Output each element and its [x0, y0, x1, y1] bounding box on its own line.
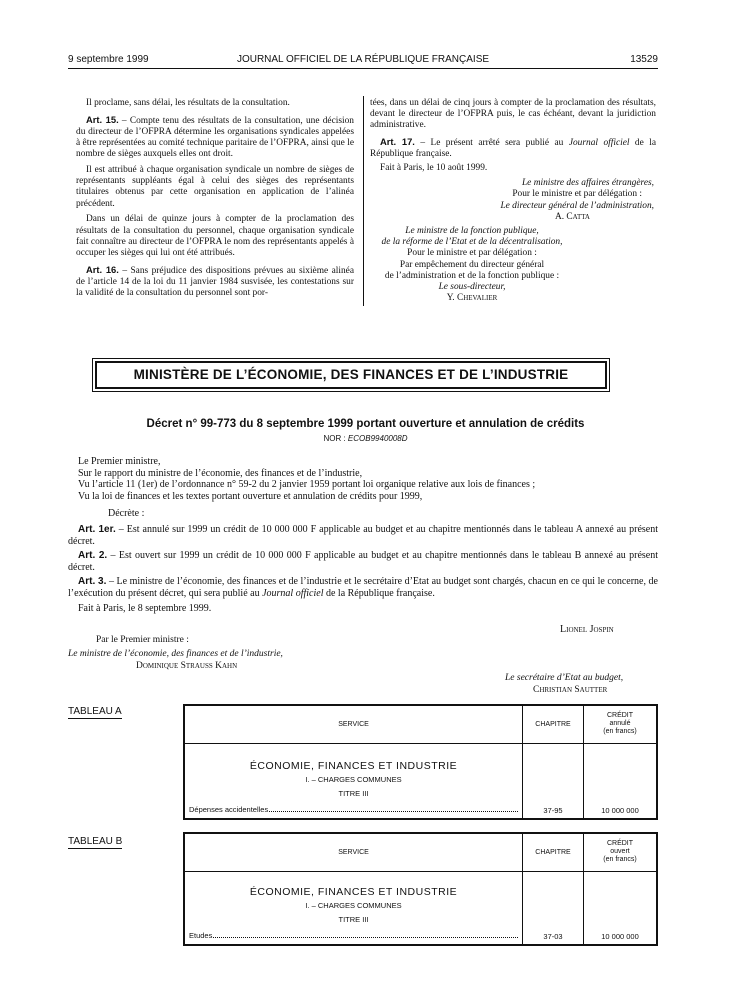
right-column	[370, 98, 656, 304]
signature-name: Y. Chevalier	[446, 293, 498, 304]
subsection-title: I. – CHARGES COMMUNES	[305, 900, 402, 910]
signature-title: de la réforme de l’Etat et de la décentralisation,	[381, 237, 563, 248]
header-date: 9 septembre 1999	[68, 54, 149, 65]
visa-line: Le Premier ministre,	[78, 456, 161, 467]
table-row	[184, 871, 657, 945]
fait-a-paris: Fait à Paris, le 10 août 1999.	[380, 162, 488, 173]
left-paragraph: Il est attribué à chaque organisation syndicale un nombre de sièges de représentants suppléants égal à celui des sièges des représentants titulaires obtenus par cette organisation en application de l’alinéa précédent.	[76, 165, 354, 209]
titre-label: TITRE III	[338, 914, 369, 924]
decrete: Décrète :	[108, 508, 145, 520]
col-credit: CRÉDIT ouvert (en francs)	[584, 833, 658, 871]
credit-cell: 10 000 000	[584, 743, 658, 819]
chapitre-cell: 37-95	[523, 743, 584, 819]
header-rule	[68, 68, 658, 69]
pm-signature-name: Lionel Jospin	[560, 624, 614, 635]
signature-name: A. Catta	[554, 211, 590, 222]
article-3: Art. 3. – Le ministre de l’économie, des finances et de l’industrie et le secrétaire d’Etat au budget sont chargés, chacun en ce qui le concerne, de l’exécution du présent décret, qui sera publié au Journal officiel de la République française.	[68, 576, 658, 599]
col-chapitre: CHAPITRE	[523, 833, 584, 871]
signature-delegation: Pour le ministre et par délégation :	[512, 189, 642, 200]
minister-name: Dominique Strauss Kahn	[136, 661, 238, 671]
par-premier-ministre: Par le Premier ministre :	[96, 635, 189, 645]
article-label: Art. 3.	[78, 576, 107, 588]
chapitre-cell: 37-03	[523, 871, 584, 945]
header-page-number: 13529	[630, 54, 658, 65]
signature-delegation: Par empêchement du directeur général	[399, 259, 545, 270]
article-15: Art. 15. – Compte tenu des résultats de la consultation, une décision du directeur de l’OFPRA détermine les organisations syndicales appelées à être représentées au comité technique paritaire de l’OFPRA, ainsi que le nombre de sièges auxquels elles ont droit.	[76, 113, 354, 160]
article-label: Art. 1er.	[78, 523, 116, 535]
col-service: SERVICE	[184, 705, 523, 743]
signature-title: Le ministre des affaires étrangères,	[521, 178, 654, 189]
section-title: ÉCONOMIE, FINANCES ET INDUSTRIE	[249, 759, 458, 772]
ministry-banner: MINISTÈRE DE L’ÉCONOMIE, DES FINANCES ET DE L’INDUSTRIE	[95, 361, 607, 389]
minister-title: Le ministre de l’économie, des finances et de l’industrie,	[68, 649, 283, 659]
visa-line: Vu la loi de finances et les textes portant ouverture et annulation de crédits pour 1999,	[78, 490, 423, 502]
secretary-title: Le secrétaire d’Etat au budget,	[505, 673, 624, 683]
col-service: SERVICE	[184, 833, 523, 871]
nor-code: ECOB9940008D	[347, 434, 408, 443]
left-column	[76, 98, 354, 304]
subsection-title: I. – CHARGES COMMUNES	[305, 774, 402, 784]
line-item	[189, 931, 518, 940]
line-item	[189, 805, 518, 814]
signature-title: Le sous-directeur,	[438, 282, 506, 293]
line-item-label: Dépenses accidentelles	[189, 805, 269, 814]
col-credit: CRÉDIT annulé (en francs)	[584, 705, 658, 743]
table-header-row	[184, 833, 657, 871]
visa-line: Sur le rapport du ministre de l’économie, des finances et de l’industrie,	[78, 467, 363, 479]
signature-title: Le ministre de la fonction publique,	[405, 226, 539, 237]
tableau-a-label: TABLEAU A	[68, 706, 122, 717]
fait-a-paris: Fait à Paris, le 8 septembre 1999.	[78, 602, 212, 614]
column-divider	[363, 96, 364, 306]
tableau-a	[183, 704, 658, 820]
article-17: Art. 17. – Le présent arrêté sera publié au Journal officiel de la République française.	[370, 136, 656, 160]
tableau-b-label: TABLEAU B	[68, 836, 123, 847]
table-row	[184, 743, 657, 819]
article-16: Art. 16. – Sans préjudice des dispositions prévues au sixième alinéa de l’article 14 de la loi du 11 janvier 1984 susvisée, les contestations sur la validité de la consultation du personnel sont por-	[76, 263, 354, 299]
article-label: Art. 16.	[86, 263, 119, 275]
decree-title: Décret n° 99-773 du 8 septembre 1999 portant ouverture et annulation de crédits	[146, 418, 585, 430]
dot-leader	[213, 937, 518, 938]
left-paragraph: Dans un délai de quinze jours à compter de la proclamation des résultats de la consultation du personnel, chaque organisation syndicale fait connaître au directeur de l’OFPRA le nom des représentants appelés à occuper les sièges qui lui ont été attribués.	[76, 214, 354, 258]
article-label: Art. 15.	[86, 113, 119, 125]
signature-title: Le directeur général de l’administration,	[500, 200, 654, 211]
article-label: Art. 17.	[380, 136, 415, 148]
signature-delegation: Pour le ministre et par délégation :	[407, 248, 537, 259]
service-cell	[184, 871, 523, 945]
credit-cell: 10 000 000	[584, 871, 658, 945]
left-paragraph: Il proclame, sans délai, les résultats de la consultation.	[86, 98, 290, 108]
article-1: Art. 1er. – Est annulé sur 1999 un crédit de 10 000 000 F applicable au budget et au chapitre mentionnés dans le tableau A annexé au présent décret.	[68, 523, 658, 547]
tableau-b	[183, 832, 658, 946]
nor-reference: NOR : ECOB9940008D	[323, 434, 408, 443]
titre-label: TITRE III	[338, 788, 369, 798]
header-journal-title: JOURNAL OFFICIEL DE LA RÉPUBLIQUE FRANÇAISE	[236, 54, 490, 65]
signature-delegation: de l’administration et de la fonction publique :	[384, 270, 560, 281]
right-paragraph: tées, dans un délai de cinq jours à compter de la proclamation des résultats, devant le directeur de l’OFPRA puis, le cas échéant, devant la juridiction administrative.	[370, 98, 656, 131]
section-title: ÉCONOMIE, FINANCES ET INDUSTRIE	[249, 885, 458, 898]
line-item-label: Etudes	[189, 931, 213, 940]
table-header-row	[184, 705, 657, 743]
service-cell	[184, 743, 523, 819]
article-label: Art. 2.	[78, 550, 108, 562]
visa-line: Vu l’article 11 (1er) de l’ordonnance n° 59-2 du 2 janvier 1959 portant loi organique relative aux lois de finances ;	[78, 479, 536, 491]
article-2: Art. 2. – Est ouvert sur 1999 un crédit de 10 000 000 F applicable au budget et au chapitre mentionnés dans le tableau B annexé au présent décret.	[68, 550, 658, 573]
dot-leader	[269, 811, 518, 812]
col-chapitre: CHAPITRE	[523, 705, 584, 743]
secretary-name: Christian Sautter	[533, 685, 608, 695]
decree-body	[68, 456, 658, 614]
